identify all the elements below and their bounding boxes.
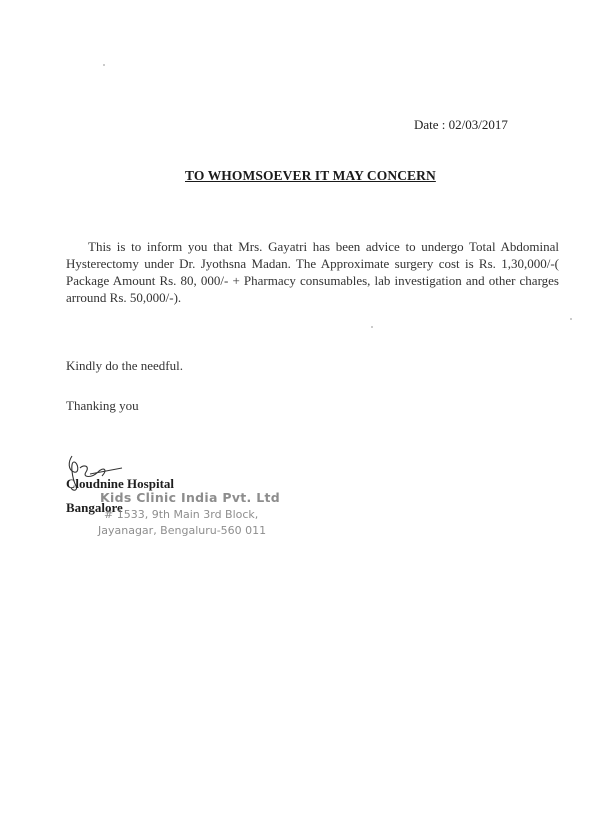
scan-speck bbox=[371, 326, 373, 328]
closing-salutation: Thanking you bbox=[66, 398, 139, 413]
letter-title: TO WHOMSOEVER IT MAY CONCERN bbox=[185, 168, 436, 183]
letter-date: Date : 02/03/2017 bbox=[414, 117, 508, 132]
closing-request: Kindly do the needful. bbox=[66, 358, 183, 373]
signatory-city: Bangalore bbox=[66, 500, 123, 515]
scan-speck bbox=[103, 64, 105, 66]
stamp-address-line1: # 1533, 9th Main 3rd Block, bbox=[104, 508, 259, 521]
scan-speck bbox=[570, 318, 572, 320]
letter-body-wrapper bbox=[66, 238, 559, 306]
signatory-organization: Cloudnine Hospital bbox=[66, 476, 175, 491]
stamp-address-line2: Jayanagar, Bengaluru-560 011 bbox=[98, 524, 267, 537]
letter-body: This is to inform you that Mrs. Gayatri has been advice to undergo Total Abdominal Hysterectomy under Dr. Jyothsna Madan. The Approximate surgery cost is Rs. 1,30,000/-( Package Amount Rs. 80, 000/- + Pharmacy consumables, lab investigation and other charges arround Rs. 50,000/-). bbox=[66, 239, 559, 305]
stamp-name: Kids Clinic India Pvt. Ltd bbox=[100, 490, 281, 505]
